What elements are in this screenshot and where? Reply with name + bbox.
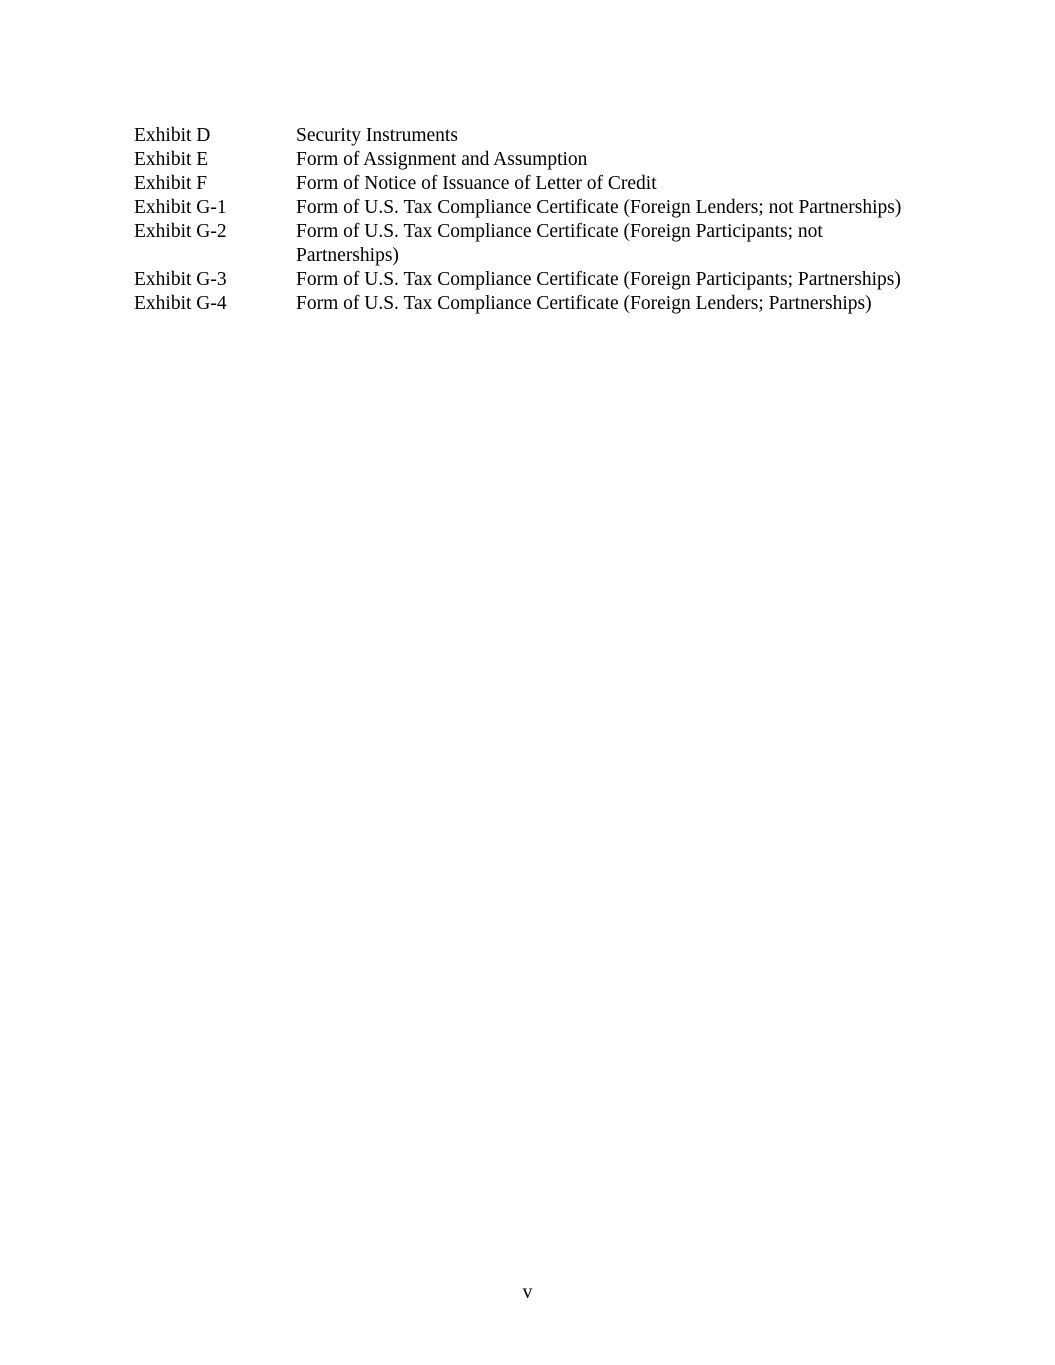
- exhibit-row: [134, 196, 934, 220]
- exhibit-label: Exhibit D: [134, 125, 211, 146]
- exhibit-label: Exhibit G-1: [134, 197, 227, 218]
- exhibit-title: Form of U.S. Tax Compliance Certificate (Foreign Lenders; Partnerships): [296, 293, 872, 314]
- exhibit-title: Form of U.S. Tax Compliance Certificate (Foreign Lenders; not Partnerships): [296, 197, 902, 218]
- exhibit-row: [134, 292, 934, 316]
- exhibit-label: Exhibit F: [134, 173, 208, 194]
- exhibit-title: Security Instruments: [296, 125, 458, 146]
- page-number: v: [522, 1282, 533, 1303]
- exhibit-label: Exhibit G-2: [134, 221, 227, 242]
- exhibit-row: [134, 148, 934, 172]
- exhibit-title: Form of Notice of Issuance of Letter of Credit: [296, 173, 657, 194]
- exhibit-list: [134, 124, 934, 316]
- exhibit-row: [134, 172, 934, 196]
- exhibit-label: Exhibit G-4: [134, 293, 227, 314]
- exhibit-label: Exhibit E: [134, 149, 209, 170]
- exhibit-title: Form of U.S. Tax Compliance Certificate (Foreign Participants; not Partnerships): [296, 221, 823, 266]
- exhibit-title: Form of Assignment and Assumption: [296, 149, 588, 170]
- exhibit-row: [134, 124, 934, 148]
- exhibit-row: [134, 268, 934, 292]
- exhibit-label: Exhibit G-3: [134, 269, 227, 290]
- exhibit-title: Form of U.S. Tax Compliance Certificate (Foreign Participants; Partnerships): [296, 269, 901, 290]
- exhibit-row: [134, 220, 934, 268]
